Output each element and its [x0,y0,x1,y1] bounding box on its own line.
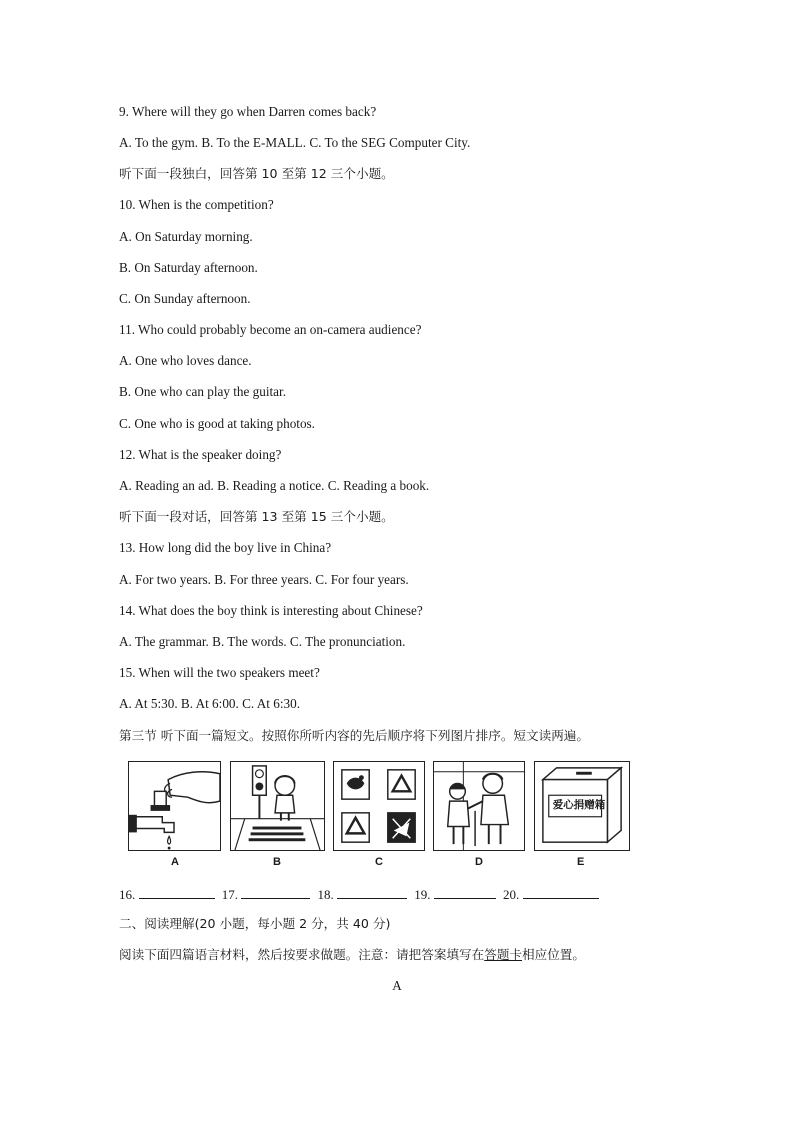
recycling-signs-picture [334,762,424,850]
q12: 12. What is the speaker doing? [119,447,282,462]
q9-options: A. To the gym. B. To the E-MALL. C. To the SEG Computer City. [119,135,471,150]
section-10-12-instruction: 听下面一段独白，回答第 10 至第 12 三个小题。 [119,166,394,181]
q10: 10. When is the competition? [119,197,274,212]
traffic-light-boy-picture [231,762,324,850]
answer-sheet-underlined: 答题卡 [484,947,522,962]
picture-e [534,761,630,851]
reading-instruction [119,947,585,963]
blank-16-label: 16. [119,887,136,902]
blank-18-label: 18. [317,887,334,902]
picture-c [333,761,425,851]
donation-box-text: 爱心捐赠箱 [552,799,606,811]
blank-17[interactable] [241,886,310,899]
q13-options: A. For two years. B. For three years. C. For four years. [119,572,409,587]
q15-options: A. At 5:30. B. At 6:00. C. At 6:30. [119,696,300,711]
q13: 13. How long did the boy live in China? [119,540,332,555]
passage-a-title: A [392,978,402,993]
answer-blanks-row [119,886,599,903]
q11-option-a: A. One who loves dance. [119,353,252,368]
section-13-15-instruction: 听下面一段对话，回答第 13 至第 15 三个小题。 [119,509,394,524]
blank-19-label: 19. [414,887,431,902]
picture-d [433,761,525,851]
reading-instruction-post: 相应位置。 [522,947,585,962]
q10-option-c: C. On Sunday afternoon. [119,291,251,306]
picture-a-label: A [171,856,179,868]
q9: 9. Where will they go when Darren comes back? [119,104,377,119]
picture-d-label: D [475,856,483,868]
blank-19[interactable] [434,886,496,899]
q15: 15. When will the two speakers meet? [119,665,320,680]
picture-c-label: C [375,856,383,868]
blank-18[interactable] [337,886,407,899]
blank-20[interactable] [523,886,599,899]
blank-16[interactable] [139,886,215,899]
q10-option-b: B. On Saturday afternoon. [119,260,258,275]
q11-option-c: C. One who is good at taking photos. [119,416,315,431]
q14-options: A. The grammar. B. The words. C. The pronunciation. [119,634,406,649]
picture-b-label: B [273,856,281,868]
blank-17-label: 17. [221,887,238,902]
q11-option-b: B. One who can play the guitar. [119,384,287,399]
section-3-instruction: 第三节 听下面一篇短文。按照你所听内容的先后顺序将下列图片排序。短文读两遍。 [119,728,589,743]
q12-options: A. Reading an ad. B. Reading a notice. C. Reading a book. [119,478,430,493]
helping-elderly-picture [434,762,524,850]
blank-20-label: 20. [503,887,520,902]
picture-a [128,761,221,851]
q11: 11. Who could probably become an on-camera audience? [119,322,422,337]
reading-instruction-pre: 阅读下面四篇语言材料，然后按要求做题。注意：请把答案填写在 [119,947,485,962]
part-2-heading: 二、阅读理解(20 小题，每小题 2 分，共 40 分) [119,916,391,931]
picture-b [230,761,325,851]
picture-e-label: E [577,856,585,868]
q10-option-a: A. On Saturday morning. [119,229,253,244]
dripping-faucet-picture [129,762,220,850]
q14: 14. What does the boy think is interesting about Chinese? [119,603,423,618]
